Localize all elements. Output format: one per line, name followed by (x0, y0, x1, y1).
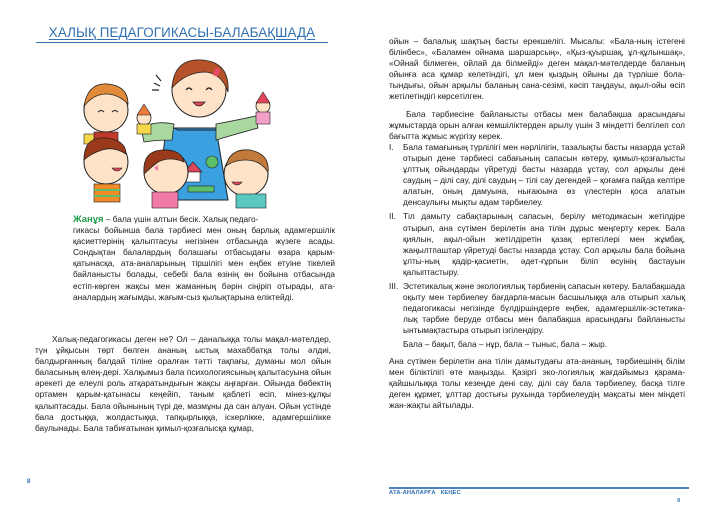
closing-paragraph: Ана сүтімен берілетін ана тілін дамытудағы ата-ананың, тәрбиешінің білім мен біліктілігі өте маңызды. Қазіргі эко-логиялық жағдайымыз қарама-қайшылыққа толы кезеңде дені сау, ділі сау бала тәрбиелеу, басқа тілге деген құрмет, ұлттар достығы рухында тәрбиелеудің мақсаты мен міндеті жан-жақты айтылады. (389, 355, 685, 410)
list-number: III. (389, 280, 399, 291)
page-header-title: ХАЛЫҚ ПЕДАГОГИКАСЫ-БАЛАБАҚШАДА (36, 25, 328, 43)
intro-paragraph (73, 214, 335, 303)
games-paragraph: ойын – балалық шақтың басты ерекшелігі. Мысалы: «Бала-ның істегені білінбес», «Баламен ойнама шаршарсың», «Қыз-қуыршақ, ұл-құлыншақ», «Ойнай білмеген, ойлай да білмейді» деген мақал-мәтелдерде баланың ойынға аса құмар келетіндігі, ұл мен қыздың ойыны да түрліше бола-тындығы, ойын арқылы баланың сана-сезімі, кәсіп таңдауы, ақыл-ойы өсіп жетілетіндігі көрсетілген. (389, 36, 685, 102)
tasks-intro-paragraph: Бала тәрбиесіне байланысты отбасы мен балабақша арасындағы жұмыстарда орын алған кемшіліктерден арылу үшін 3 міндетті белгілеп сол бағытта жұмыс жүргізу керек. (389, 108, 685, 141)
list-text: Тіл дамыту сабақтарының сапасын, берілу методикасын жетілдіре отырып, ана сүтімен берілетін ана тілін дұрыс меңгерту керек. Бала қиялын, ақыл-ойын жетілдіретін қазақ ертегілері мен жұмбақ, жаңылтпаштар үйретуді басты назарда ұстау. Сол арқылы бала бойына ұлты-ның қадір-қасиетін, әдет-ғұрпын біліп өсуінің бастауын қалыптастыру. (403, 211, 685, 277)
task-list-item (389, 281, 685, 336)
list-text: Бала тамағының түрлілігі мен нәрлілігін, тазалықты басты назарда ұстай отырып дене тәрбиесі сабағының сапасын көтеру, қимыл-қозғалысты ұлттық ойындарды үйретуді басты назарда ұстау, сол арқылы дені саудың – ділі сау, ділі саудың – тілі сау дегендей – қоғамға пайда келтіре алатын, оның дамуына, нығаюына өз үлестерін қоса алатын денсаулығы мықты адам тәрбиелеу. (403, 141, 685, 208)
list-text: Эстетикалық және экологиялық тәрбиенің сапасын көтеру. Балабақшада оқыту мен тәрбиелеу бағдарла-масын басшылыққа ала отырып халық педагогикасы негізінде бүлдіршіндерге еңбек, адамгершілік-эстетика-лық тәрбие беруде отбасы мен балабақша арасындағы байланысты ынтымақтастыра отырып ізгілендіру. (403, 280, 685, 336)
keyword-januya: Жанұя (73, 214, 104, 225)
list-number: I. (389, 141, 394, 152)
footer-title: АТА-АНАЛАРҒА КЕҢЕС (389, 490, 461, 496)
footer-divider (389, 487, 689, 489)
teacher-with-children-illustration (66, 50, 284, 210)
child-figure (84, 84, 128, 144)
right-page-text (389, 36, 685, 411)
folk-pedagogy-paragraph: Халық-педагогикасы деген не? Ол – даналыққа толы мақал-мәтелдер, түн ұйқысын төрт бөлген ананың ыстық махаббатқа толы әлдиі, балдырғанның балдай тіліне оралған тәтті тақпағы, думаны мол ойын баласының өлең-дері. Халқымыз бала психологиясының қалытасуына ойын әрекеті де елеулі роль атқаратындығын жақсы аңғарған. Ойында бөбектің ортамен қарым-қатынасы кеңейіп, таным қаблеті өсіп, мінез-құлқы қалыптасады. Бала ойынының түрі де, мазмұны да сан алуан. Ойын үстінде бала достыққа, жолдастыққа, тапқырлыққа, іскерлікке, адамгершілікке баулынады. Бала табиғатынан қимыл-қозғалысқа құмар, (35, 334, 331, 433)
page-number: 8 (27, 479, 31, 485)
motto-line: Бала – бақыт, бала – нұр, бала – тыныс, бала – жыр. (403, 339, 608, 350)
left-page (0, 0, 358, 508)
page-number: 9 (677, 498, 681, 504)
child-figure (224, 150, 268, 208)
child-figure (84, 138, 128, 202)
intro-body: гикасы бойынша бала тәрбиесі мен оның барлық адамгершілік қасиеттерінің қалыптасуы негізінен отбасында жүзеге асады. Сондықтан балалардың болашағы отбасыдағы өзара қарым-қатынасқа, ата-аналарының тіршілігі мен еңбек етуіне тікелей байланысты болады, себебі бала өзінің өн бойына отбасында естіп-көрген жақсы мен жаманның бәрін сіңіріп отырады, ата-аналардың жағымды, жағым-сыз қылықтарына еліктейді. (73, 225, 335, 302)
task-list-item (389, 142, 685, 209)
list-number: II. (389, 211, 396, 222)
body-paragraph (35, 334, 331, 434)
task-list-item (389, 211, 685, 278)
intro-first-line: – бала үшін алтын бесік. Халық педаго- (103, 214, 259, 224)
